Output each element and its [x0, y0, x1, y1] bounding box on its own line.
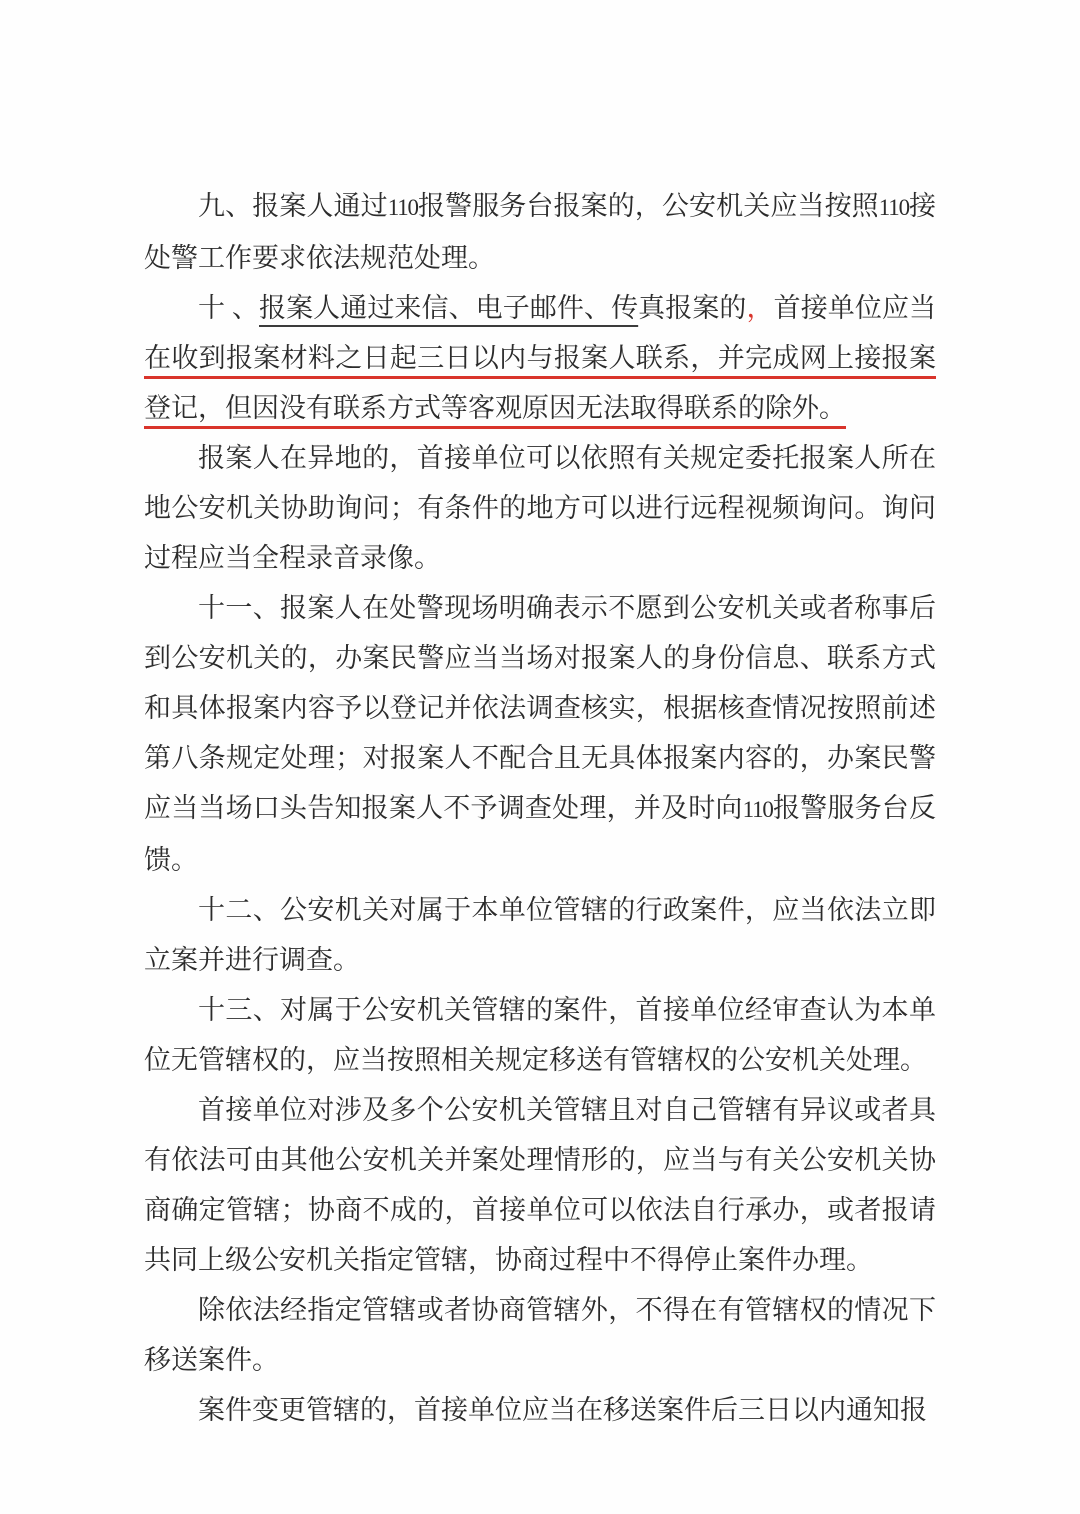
- paragraph-text: 报案人在异地的，首接单位可以依照有关规定委托报案人所在地公安机关协助询问；有条件的地方可以进行远程视频询问。询问过程应当全程录音录像。: [144, 443, 936, 573]
- paragraph-text: 十三、对属于公安机关管辖的案件，首接单位经审查认为本单位无管辖权的，应当按照相关规定移送有管辖权的公安机关处理。: [144, 995, 936, 1075]
- paragraph-item-13-change-notice: [144, 1385, 936, 1435]
- paragraph-text: 十 、: [198, 293, 259, 323]
- paragraph-text: 十二、公安机关对属于本单位管辖的行政案件，应当依法立即立案并进行调查。: [144, 895, 936, 975]
- paragraph-text: 案件变更管辖的，首接单位应当在移送案件后三日以内通知报: [198, 1395, 927, 1425]
- paragraph-item-13: [144, 985, 936, 1085]
- paragraph-text: 首接单位应当: [773, 293, 937, 323]
- number-110: 110: [878, 195, 909, 220]
- paragraph-text: 除依法经指定管辖或者协商管辖外，不得在有管辖权的情况下移送案件。: [144, 1295, 936, 1375]
- paragraph-item-13-no-transfer: [144, 1285, 936, 1385]
- number-110: 110: [387, 195, 418, 220]
- paragraph-item-12: [144, 885, 936, 985]
- paragraph-item-11: [144, 583, 936, 885]
- document-body-text: [144, 181, 936, 1435]
- paragraph-item-10: [144, 283, 936, 433]
- paragraph-text: 报警服务台报案的，公安机关应当按照: [417, 191, 879, 221]
- paragraph-text: 首接单位对涉及多个公安机关管辖且对自己管辖有异议或者具有依法可由其他公安机关并案处理情形的，应当与有关公安机关协商确定管辖；协商不成的，首接单位可以依法自行承办，或者报请共同上级公安机关指定管辖，协商过程中不得停止案件办理。: [144, 1095, 936, 1275]
- number-110: 110: [742, 797, 773, 822]
- black-underlined-text: 报案人通过来信、电子邮件、传: [259, 293, 639, 323]
- paragraph-text: 十一、报案人在处警现场明确表示不愿到公安机关或者称事后到公安机关的，办案民警应当当场对报案人的身份信息、联系方式和具体报案内容予以登记并依法调查核实，根据核查情况按照前述第八条规定处理；对报案人不配合且无具体报案内容的，办案民警应当当场口头告知报案人不予调查处理，并及时向: [144, 593, 936, 823]
- red-comma: ，: [746, 293, 774, 323]
- paragraph-text: 报警服务台反馈。: [144, 793, 937, 875]
- paragraph-item-9: [144, 181, 936, 283]
- paragraph-text: 接处警工作要求依法规范处理。: [144, 191, 937, 273]
- paragraph-item-10-remote: [144, 433, 936, 583]
- paragraph-item-13-multi-jurisdiction: [144, 1085, 936, 1285]
- red-underlined-text: 在收到报案材料之日起三日以内与报案人联系，并完成网上接报案登记，但因没有联系方式等客观原因无法取得联系的除外。: [144, 343, 936, 423]
- paragraph-text: 真报案的: [638, 293, 747, 323]
- paragraph-text: 九、报案人通过: [198, 191, 388, 221]
